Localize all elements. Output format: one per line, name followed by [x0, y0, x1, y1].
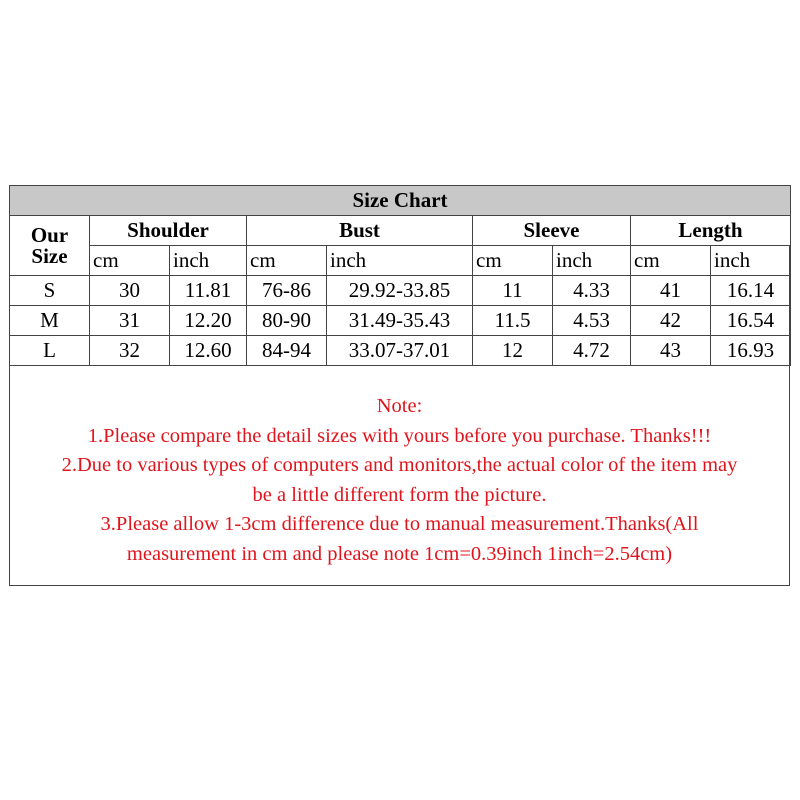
- cell-shoulder-inch: 12.20: [170, 306, 247, 336]
- note-line: 1.Please compare the detail sizes with yours before you purchase. Thanks!!!: [87, 424, 712, 447]
- cell-sleeve-cm: 11.5: [473, 306, 553, 336]
- cell-length-inch: 16.14: [711, 276, 791, 306]
- cell-shoulder-cm: 31: [90, 306, 170, 336]
- cell-length-cm: 42: [631, 306, 711, 336]
- note-line: 2.Due to various types of computers and monitors,the actual color of the item may: [61, 454, 738, 476]
- group-shoulder: Shoulder: [90, 216, 247, 246]
- cell-bust-cm: 76-86: [247, 276, 327, 306]
- unit-bust-inch: inch: [327, 246, 473, 276]
- cell-bust-inch: 33.07-37.01: [327, 336, 473, 366]
- cell-sleeve-inch: 4.53: [553, 306, 631, 336]
- cell-shoulder-inch: 11.81: [170, 276, 247, 306]
- size-chart-table: [9, 185, 791, 366]
- cell-shoulder-cm: 32: [90, 336, 170, 366]
- table-row: [10, 306, 791, 336]
- group-header-row: [10, 216, 791, 246]
- notes-section: [10, 392, 789, 569]
- table-row: [10, 276, 791, 306]
- unit-bust-cm: cm: [247, 246, 327, 276]
- cell-length-cm: 41: [631, 276, 711, 306]
- cell-bust-cm: 84-94: [247, 336, 327, 366]
- unit-sleeve-inch: inch: [553, 246, 631, 276]
- cell-shoulder-inch: 12.60: [170, 336, 247, 366]
- cell-bust-inch: 31.49-35.43: [327, 306, 473, 336]
- note-heading: Note:: [376, 395, 423, 417]
- chart-title: Size Chart: [10, 186, 791, 216]
- size-column-header: [10, 216, 90, 276]
- size-label: M: [10, 306, 90, 336]
- unit-length-cm: cm: [631, 246, 711, 276]
- size-header-line-1: Our: [30, 222, 69, 247]
- cell-length-inch: 16.54: [711, 306, 791, 336]
- note-line: 3.Please allow 1-3cm difference due to manual measurement.Thanks(All: [100, 513, 699, 535]
- unit-header-row: [10, 246, 791, 276]
- unit-shoulder-inch: inch: [170, 246, 247, 276]
- cell-sleeve-cm: 11: [473, 276, 553, 306]
- cell-bust-inch: 29.92-33.85: [327, 276, 473, 306]
- cell-sleeve-inch: 4.33: [553, 276, 631, 306]
- cell-sleeve-cm: 12: [473, 336, 553, 366]
- size-header-line-2: Size: [31, 243, 68, 268]
- cell-bust-cm: 80-90: [247, 306, 327, 336]
- unit-sleeve-cm: cm: [473, 246, 553, 276]
- unit-shoulder-cm: cm: [90, 246, 170, 276]
- cell-sleeve-inch: 4.72: [553, 336, 631, 366]
- group-length: Length: [631, 216, 791, 246]
- title-row: [10, 186, 791, 216]
- note-line: be a little different form the picture.: [252, 483, 547, 506]
- note-line: measurement in cm and please note 1cm=0.39inch 1inch=2.54cm): [126, 542, 673, 565]
- size-label: S: [10, 276, 90, 306]
- cell-length-cm: 43: [631, 336, 711, 366]
- unit-length-inch: inch: [711, 246, 791, 276]
- table-row: [10, 336, 791, 366]
- cell-shoulder-cm: 30: [90, 276, 170, 306]
- size-label: L: [10, 336, 90, 366]
- cell-length-inch: 16.93: [711, 336, 791, 366]
- group-sleeve: Sleeve: [473, 216, 631, 246]
- group-bust: Bust: [247, 216, 473, 246]
